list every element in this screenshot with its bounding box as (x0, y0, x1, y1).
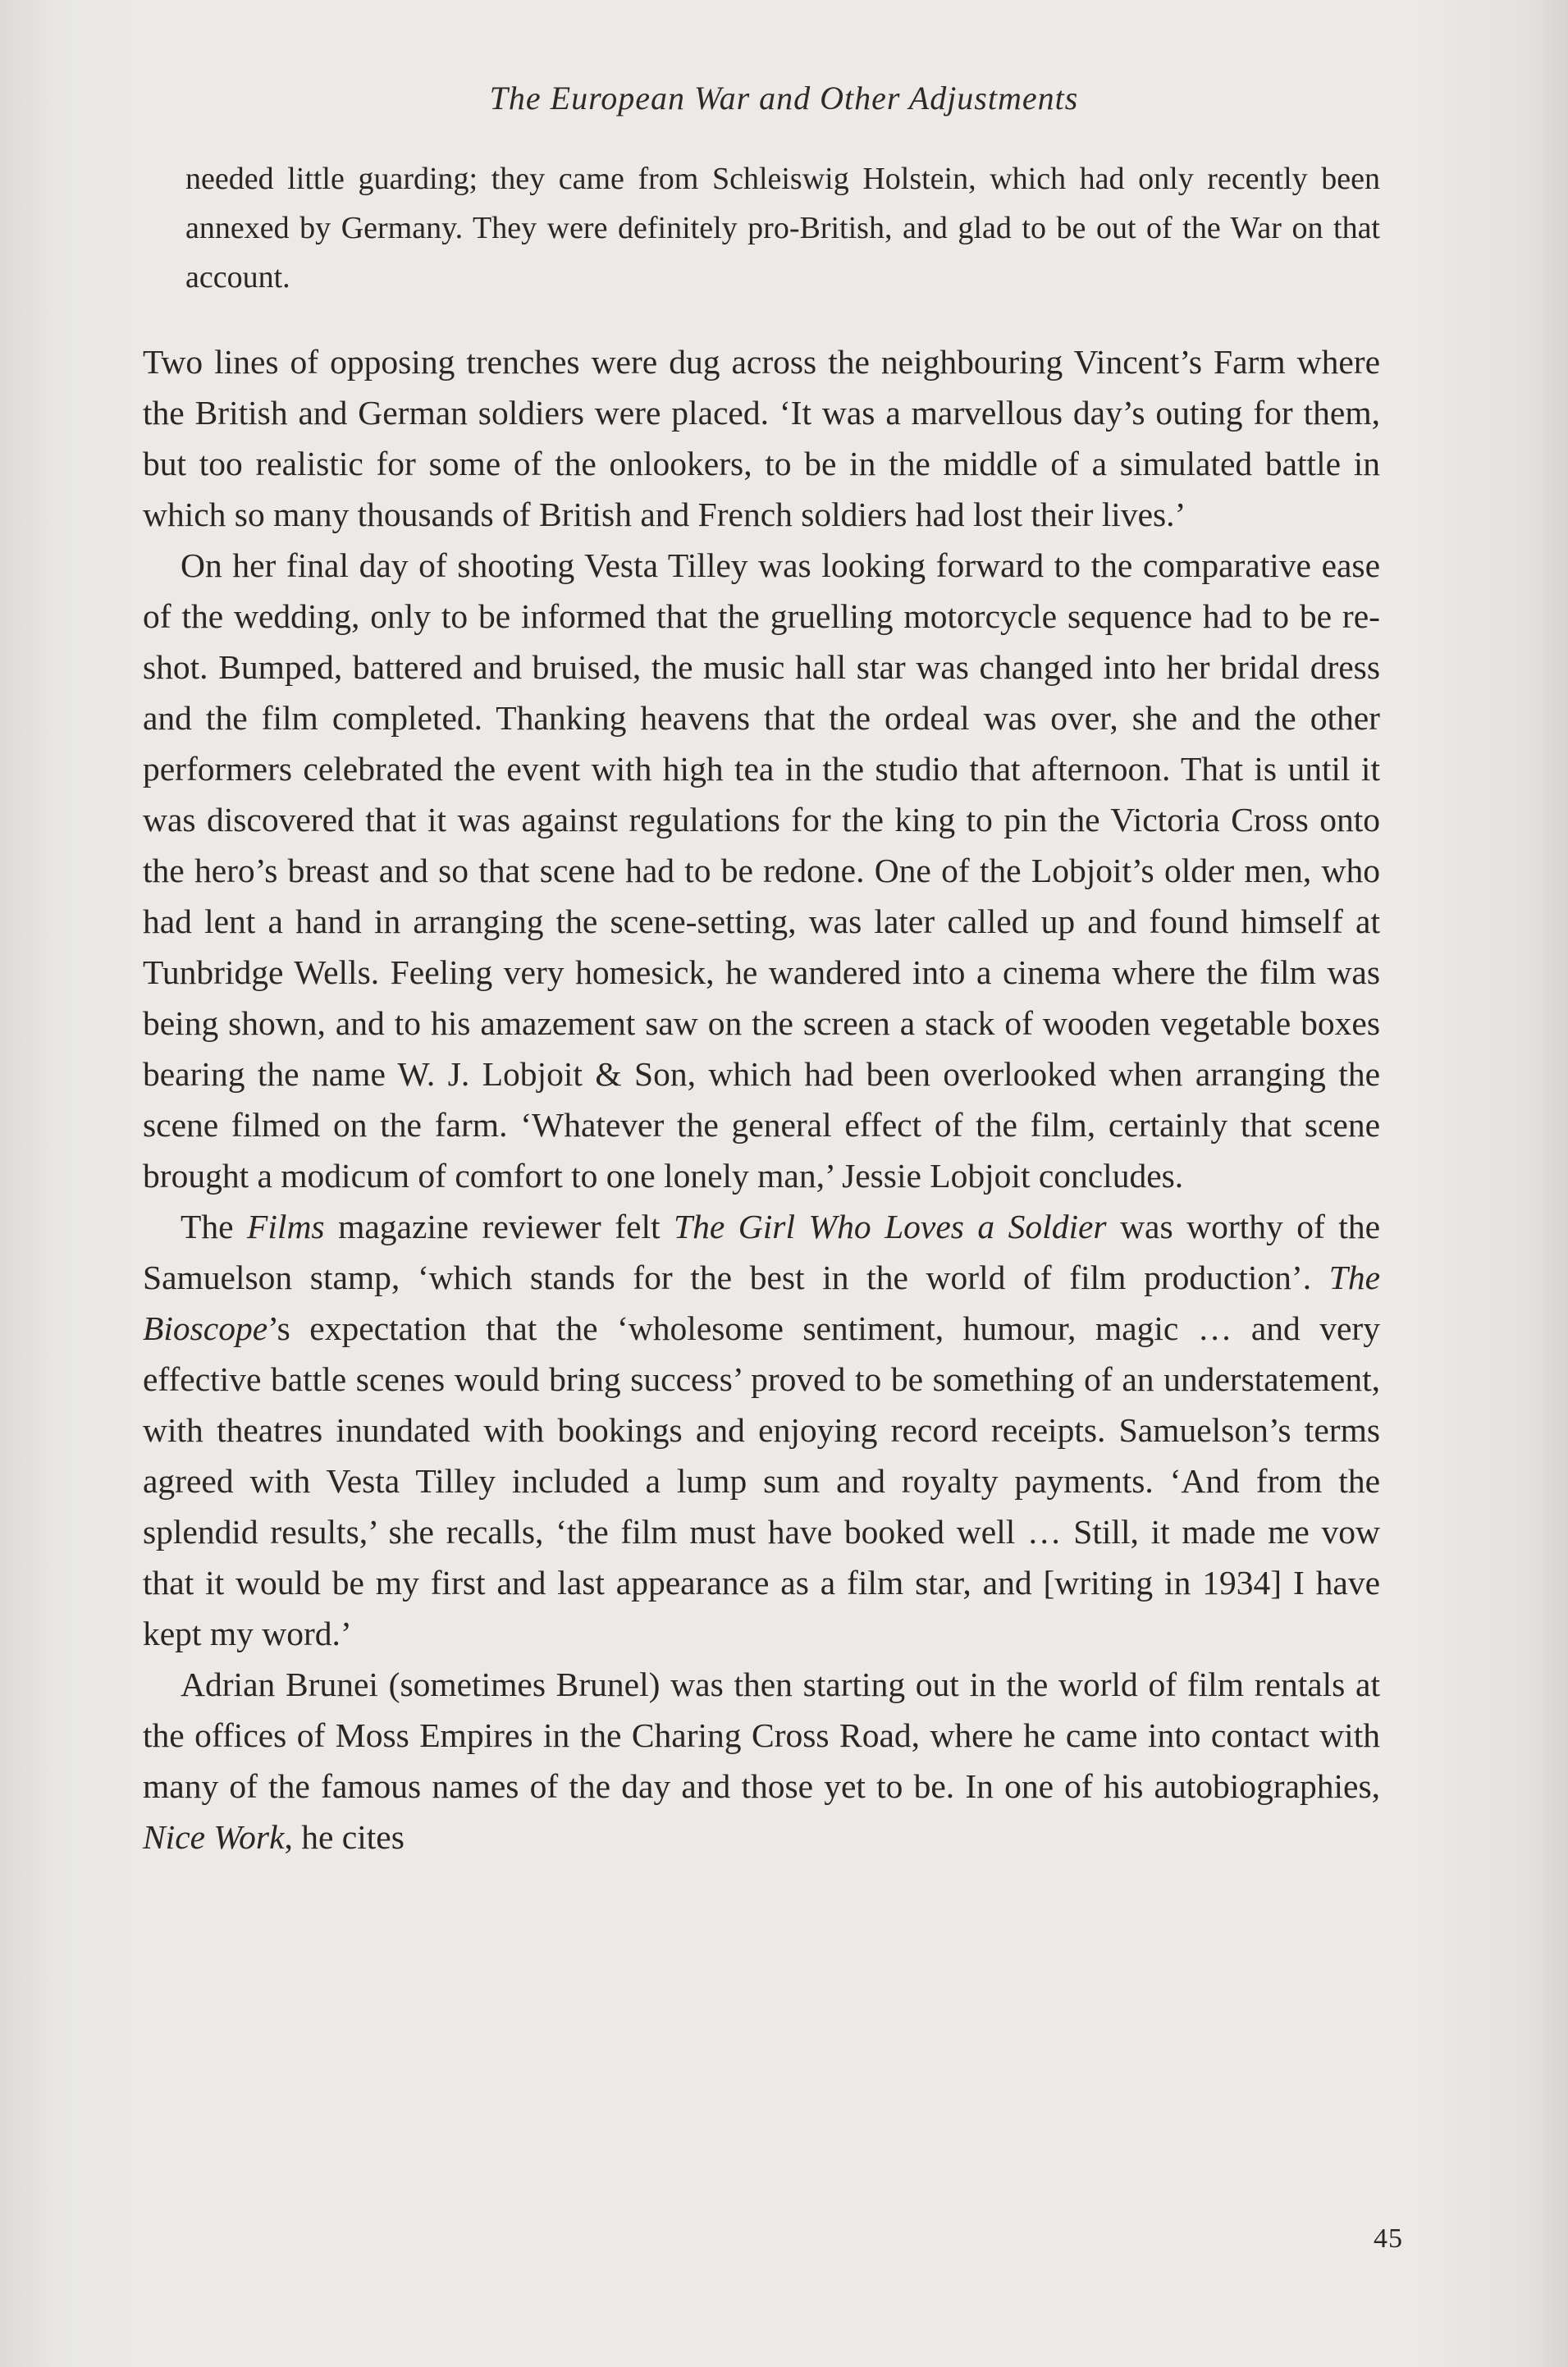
running-head: The European War and Other Adjustments (489, 80, 1079, 117)
text-run: The (181, 1208, 248, 1245)
text-run: , he cites (284, 1818, 405, 1856)
film-title: The Girl Who Loves a Soldier (674, 1208, 1107, 1245)
book-title: Nice Work (143, 1818, 285, 1856)
paragraph (143, 1201, 1380, 1659)
text-run: Two lines of opposing trenches were dug across the neighbouring Vincent’s Farm where the British and German soldiers were placed. ‘It was a marvellous day’s outing for them, but too realistic for some of the onlookers, to be in the middle of a simulated battle in which so many thousands of British and French soldiers had lost their lives.’ (143, 343, 1380, 533)
publication-title: The Bioscope (143, 1259, 1380, 1347)
paragraph (143, 1659, 1380, 1862)
paragraph (143, 336, 1380, 540)
page-number: 45 (1374, 2223, 1403, 2254)
text-run: magazine reviewer felt (324, 1208, 674, 1245)
body-text (143, 154, 1380, 1862)
text-run: ’s expectation that the ‘wholesome sentiment, humour, magic … and very effective battle scenes would bring success’ proved to be something of an understatement, with theatres inundated with bookings and enjoying record receipts. Samuelson’s terms agreed with Vesta Tilley included a lump sum and royalty payments. ‘And from the splendid results,’ she recalls, ‘the film must have booked well … Still, it made me vow that it would be my first and last appearance as a film star, and [writing in 1934] I have kept my word.’ (143, 1309, 1380, 1652)
text-run: Adrian Brunei (sometimes Brunel) was then starting out in the world of film rentals at the offices of Moss Empires in the Charing Cross Road, where he came into contact with many of the famous names of the day and those yet to be. In one of his autobiographies, (143, 1666, 1380, 1805)
paragraph (143, 540, 1380, 1201)
magazine-title: Films (247, 1208, 325, 1245)
text-run: On her final day of shooting Vesta Tilley was looking forward to the comparative ease of the wedding, only to be informed that the gruelling motorcycle sequence had to be re-shot. Bumped, battered and bruised, the music hall star was changed into her bridal dress and the film completed. Thanking heavens that the ordeal was over, she and the other performers celebrated the event with high tea in the studio that afternoon. That is until it was discovered that it was against regulations for the king to pin the Victoria Cross onto the hero’s breast and so that scene had to be redone. One of the Lobjoit’s older men, who had lent a hand in arranging the scene-setting, was later called up and found himself at Tunbridge Wells. Feeling very homesick, he wandered into a cinema where the film was being shown, and to his amazement saw on the screen a stack of wooden vegetable boxes bearing the name W. J. Lobjoit & Son, which had been overlooked when arranging the scene filmed on the farm. ‘Whatever the general effect of the film, certainly that scene brought a modicum of comfort to one lonely man,’ Jessie Lobjoit concludes. (143, 546, 1380, 1195)
block-quote: needed little guarding; they came from Schleiswig Holstein, which had only recently been annexed by Germany. They were definitely pro-British, and glad to be out of the War on that account. (185, 162, 1380, 295)
text-run: was worthy of the Samuelson stamp, ‘which stands for the best in the world of film production’. (143, 1208, 1380, 1296)
